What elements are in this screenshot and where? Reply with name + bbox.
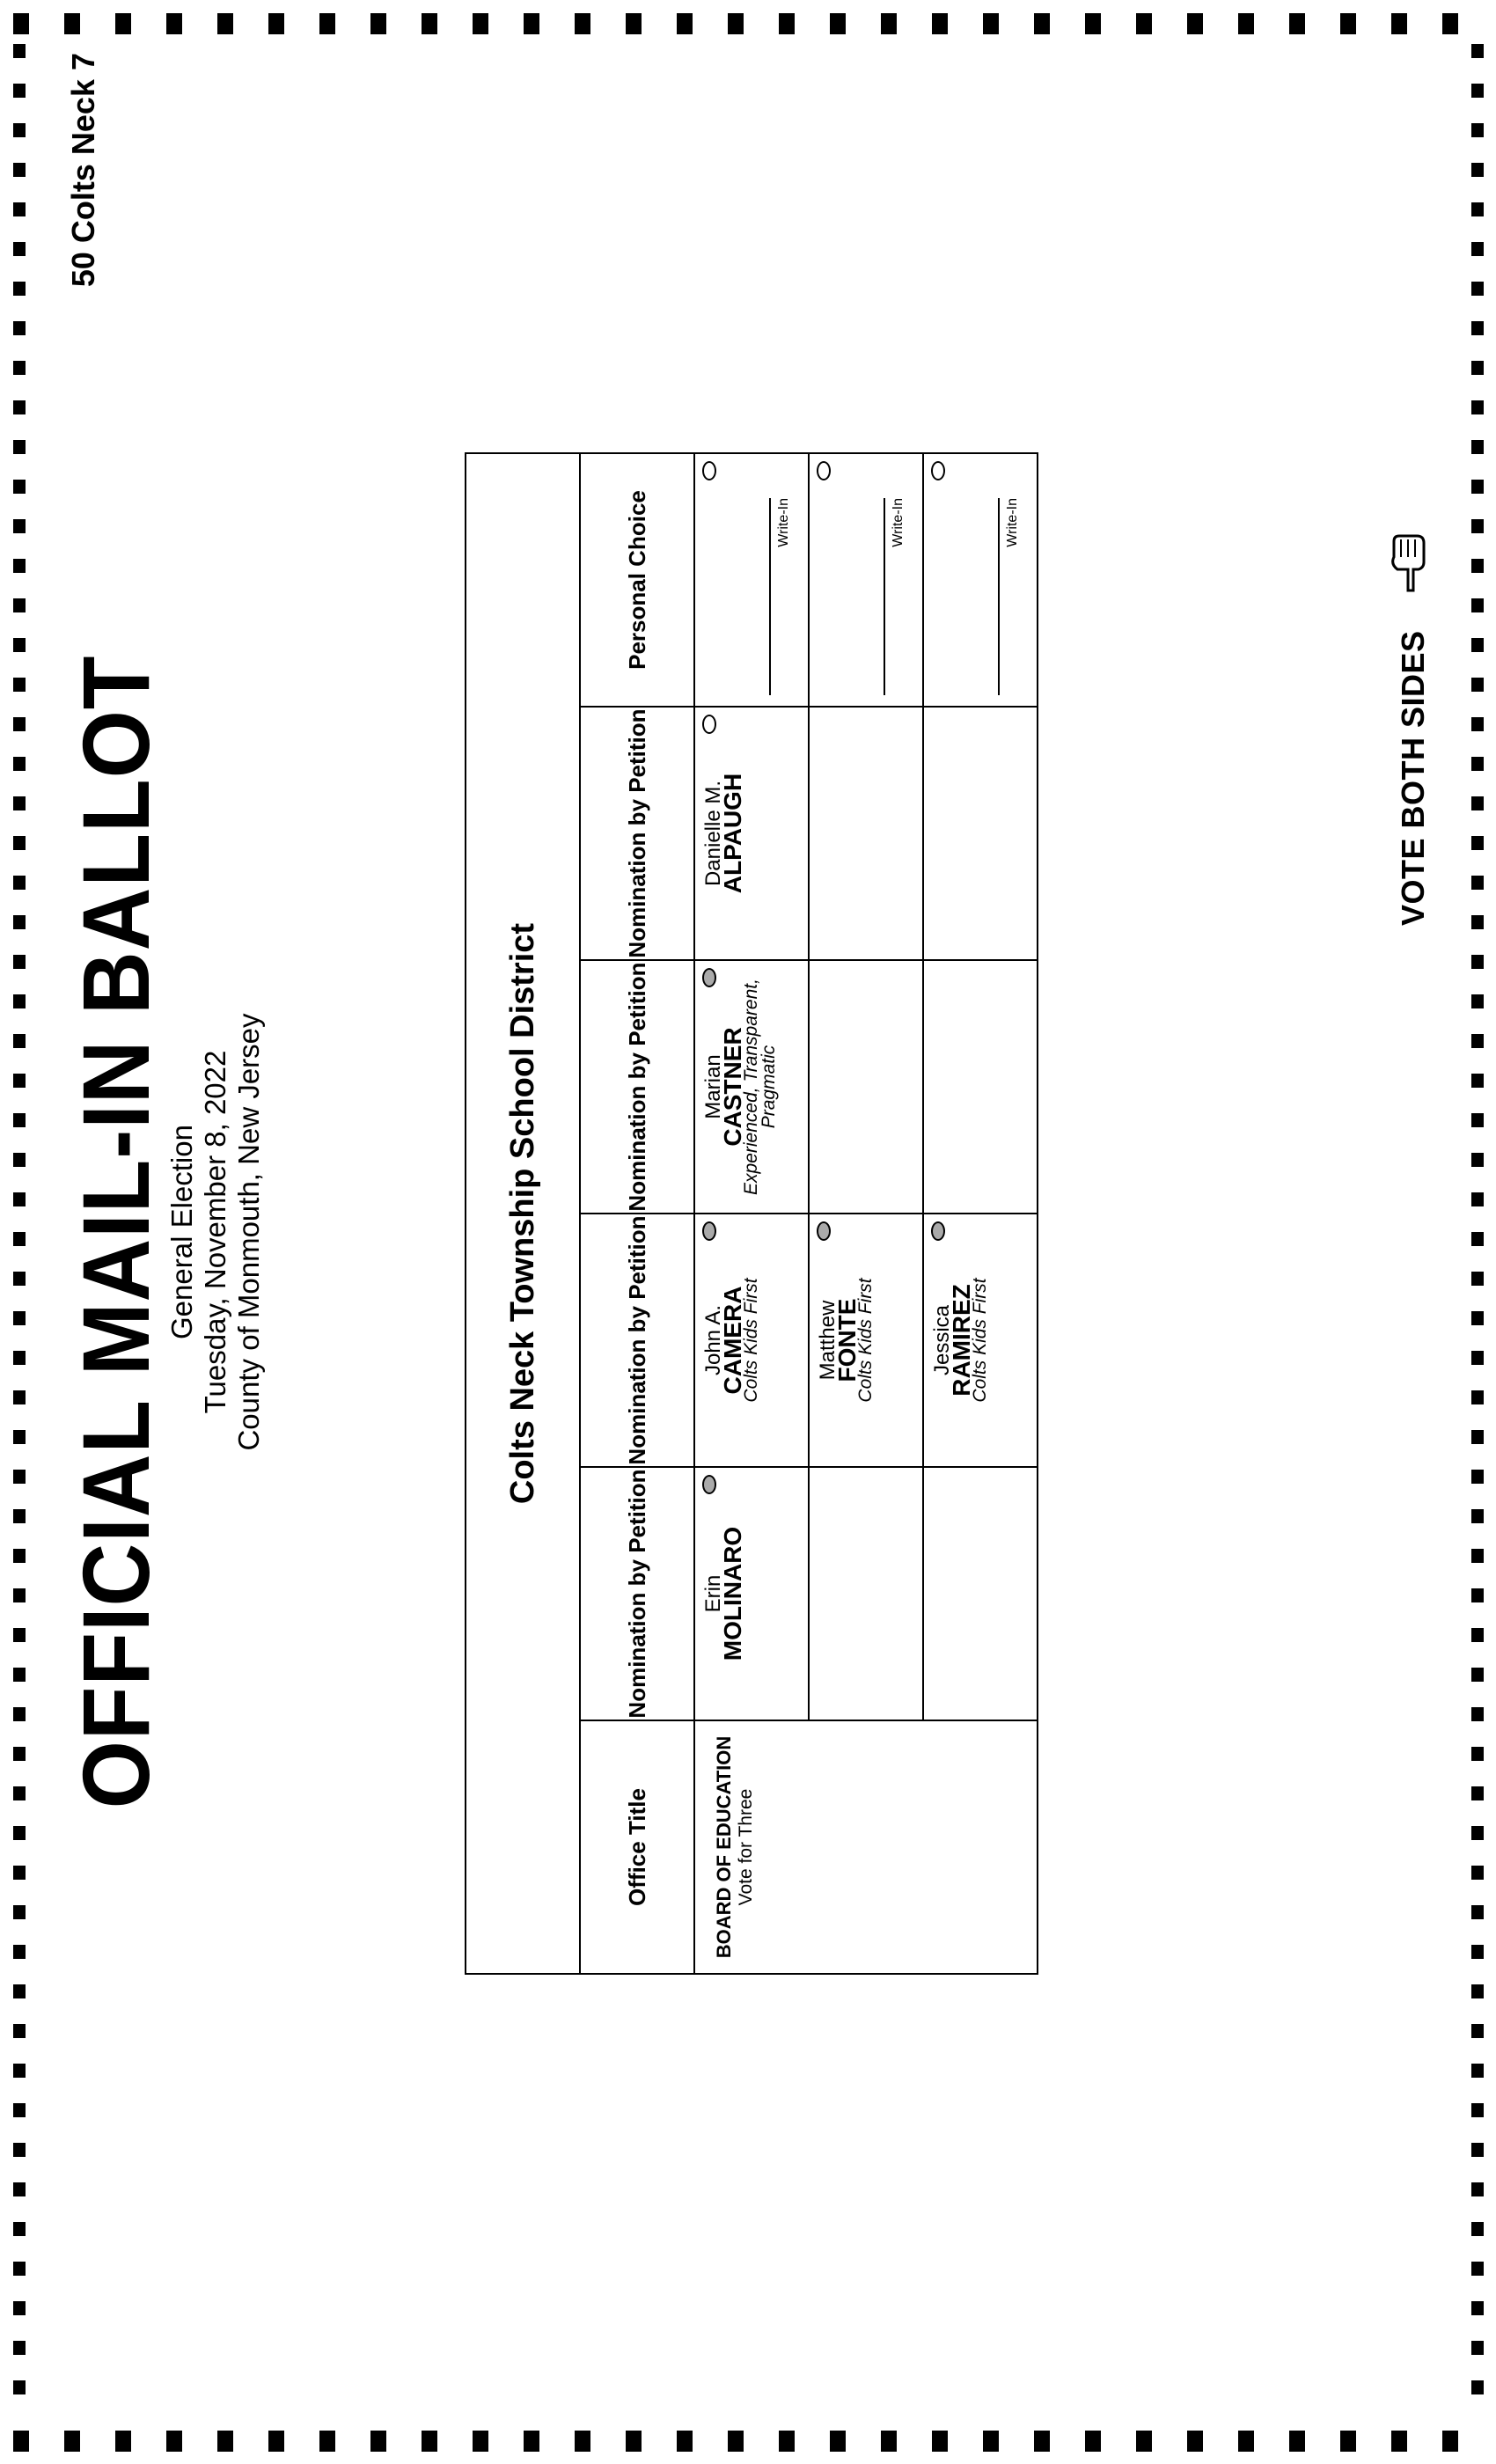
column-header: Nomination by Petition — [580, 960, 694, 1214]
candidate-cell-castner[interactable] — [694, 960, 809, 1214]
write-in-label: Write-In — [1005, 498, 1020, 547]
column-header: Nomination by Petition — [580, 1214, 694, 1467]
candidate-last-name: FONTE — [833, 1298, 861, 1382]
empty-cell — [923, 707, 1038, 960]
candidate-slogan: Colts Kids First — [855, 1278, 876, 1403]
vote-oval[interactable] — [817, 461, 831, 480]
candidate-last-name: CAMERA — [719, 1286, 746, 1395]
vote-oval[interactable] — [702, 461, 716, 480]
column-header: Personal Choice — [580, 453, 694, 707]
empty-cell — [809, 960, 923, 1214]
empty-cell — [923, 1467, 1038, 1720]
candidate-cell-camera[interactable] — [694, 1214, 809, 1467]
candidate-cell-molinaro[interactable] — [694, 1467, 809, 1720]
candidate-last-name: RAMIREZ — [948, 1284, 975, 1397]
candidate-first-name: Jessica — [930, 1304, 954, 1376]
write-in-line[interactable] — [769, 498, 771, 695]
candidate-slogan: Colts Kids First — [970, 1278, 990, 1403]
empty-cell — [923, 960, 1038, 1214]
column-header: Nomination by Petition — [580, 1467, 694, 1720]
candidate-cell-alpaugh[interactable] — [694, 707, 809, 960]
election-name: General Election — [165, 1125, 198, 1339]
office-cell — [694, 1720, 1038, 1974]
candidate-slogan: Colts Kids First — [741, 1278, 761, 1403]
candidate-first-name: Marian — [701, 1054, 725, 1119]
county-name: County of Monmouth, New Jersey — [232, 1013, 265, 1451]
election-date: Tuesday, November 8, 2022 — [199, 1050, 231, 1414]
write-in-cell[interactable] — [694, 453, 809, 707]
pointing-hand-icon — [1382, 532, 1434, 594]
candidate-first-name: John A. — [701, 1304, 725, 1376]
write-in-cell[interactable] — [809, 453, 923, 707]
empty-cell — [809, 707, 923, 960]
write-in-label: Write-In — [776, 498, 791, 547]
candidate-slogan: Experienced, Transparent, Pragmatic — [741, 979, 779, 1195]
candidate-last-name: MOLINARO — [719, 1526, 746, 1661]
precinct-label: 50 Colts Neck 7 — [65, 53, 101, 288]
write-in-line[interactable] — [998, 498, 1000, 695]
ballot-table — [465, 452, 1038, 1975]
candidate-cell-ramirez[interactable] — [923, 1214, 1038, 1467]
empty-cell — [809, 1467, 923, 1720]
office-name: BOARD OF EDUCATION — [713, 1735, 735, 1959]
district-header: Colts Neck Township School District — [466, 453, 580, 1974]
vote-oval[interactable] — [931, 461, 945, 480]
candidate-first-name: Danielle M. — [701, 780, 725, 887]
candidate-last-name: ALPAUGH — [719, 773, 746, 894]
write-in-line[interactable] — [884, 498, 885, 695]
write-in-cell[interactable] — [923, 453, 1038, 707]
vote-for-label: Vote for Three — [736, 1788, 756, 1906]
ballot-title: OFFICIAL MAIL-IN BALLOT — [62, 655, 169, 1809]
candidate-last-name: CASTNER — [719, 1027, 746, 1147]
write-in-label: Write-In — [891, 498, 906, 547]
candidate-first-name: Erin — [701, 1574, 725, 1613]
column-header: Nomination by Petition — [580, 707, 694, 960]
candidate-first-name: Matthew — [816, 1300, 840, 1381]
vote-both-sides-label: VOTE BOTH SIDES — [1395, 630, 1431, 926]
candidate-cell-fonte[interactable] — [809, 1214, 923, 1467]
office-title-header: Office Title — [580, 1720, 694, 1974]
